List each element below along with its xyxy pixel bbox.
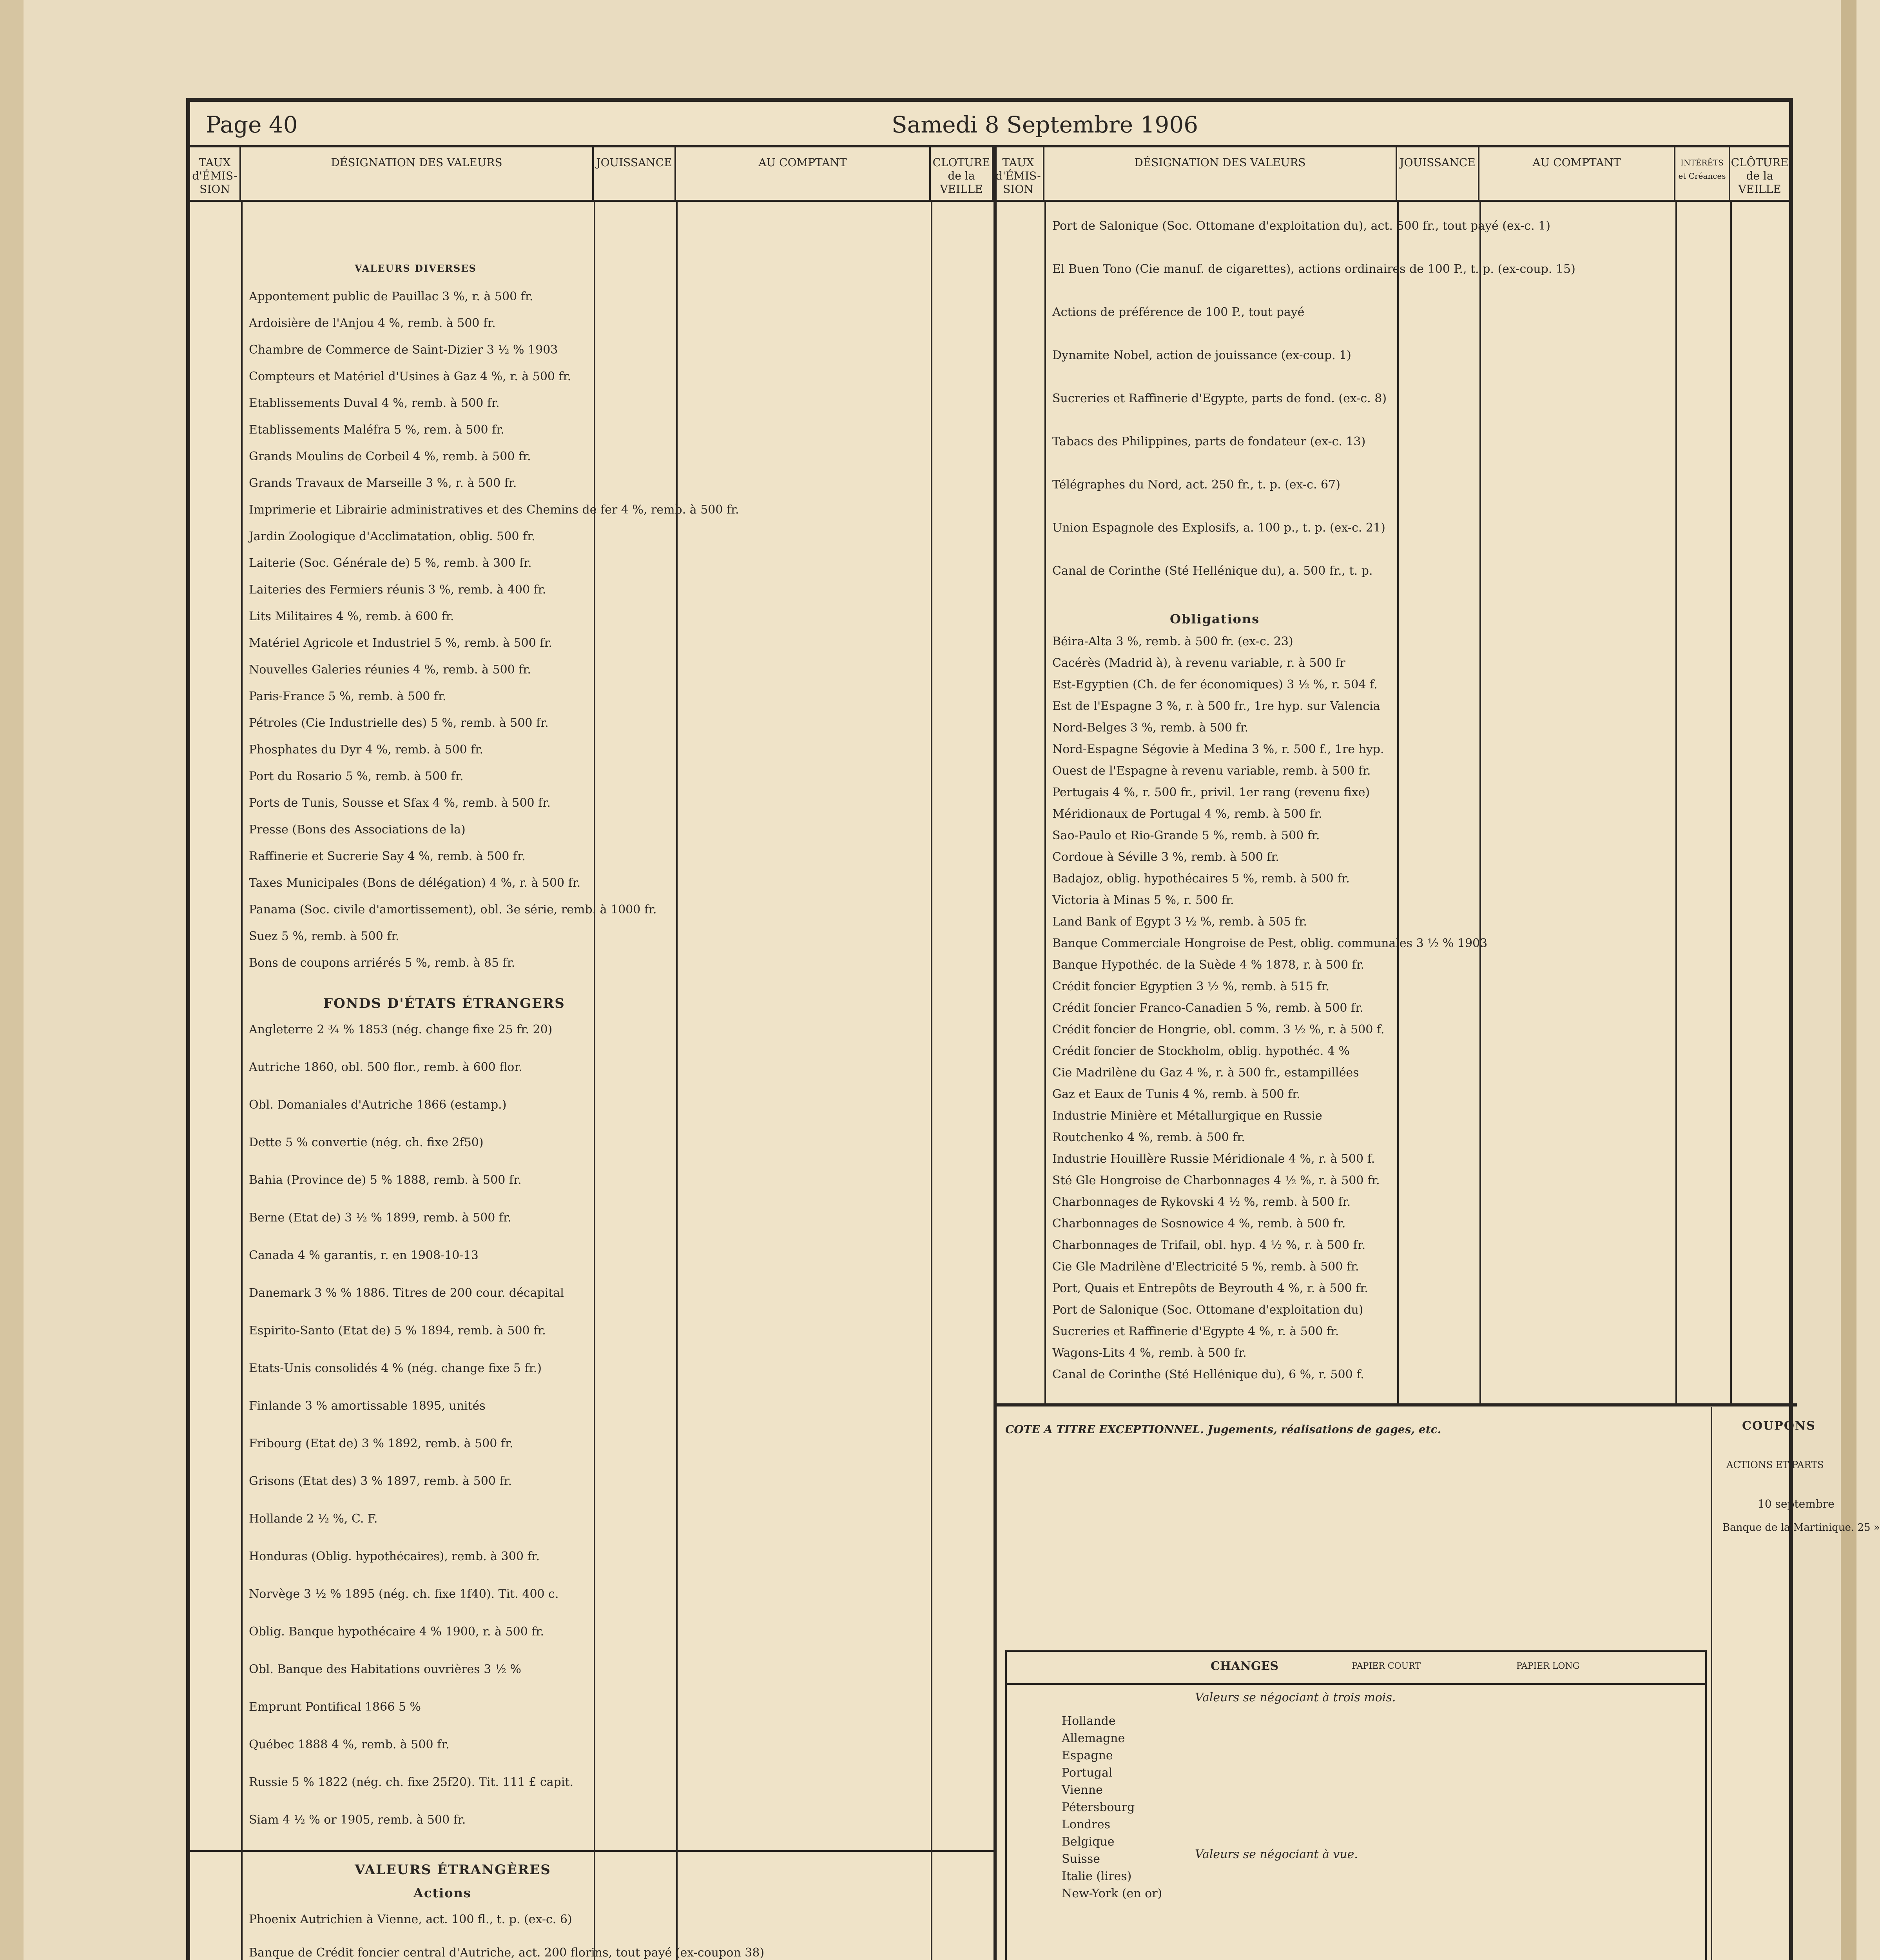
table-row: Banque Commerciale Hongroise de Pest, oblig. communales 3 ½ % 1903 xyxy=(1052,936,1488,950)
table-row: New-York (en or) xyxy=(1062,1887,1162,1900)
rule xyxy=(676,200,678,1960)
table-row: Etablissements Maléfra 5 %, rem. à 500 fr. xyxy=(249,423,504,437)
table-row: Obl. Domaniales d'Autriche 1866 (estamp.) xyxy=(249,1098,507,1112)
table-row: Port du Rosario 5 %, remb. à 500 fr. xyxy=(249,769,464,783)
table-row: Matériel Agricole et Industriel 5 %, remb. à 500 fr. xyxy=(249,636,553,650)
table-row: Jardin Zoologique d'Acclimatation, oblig. 500 fr. xyxy=(249,530,535,543)
table-row: Ports de Tunis, Sousse et Sfax 4 %, remb. à 500 fr. xyxy=(249,796,551,810)
table-row: Pétersbourg xyxy=(1062,1800,1135,1814)
section-valeurs-etrangeres: VALEURS ÉTRANGÈRES xyxy=(355,1862,551,1878)
table-row: Union Espagnole des Explosifs, a. 100 p., t. p. (ex-c. 21) xyxy=(1052,521,1385,535)
table-row: Crédit foncier de Hongrie, obl. comm. 3 ½ %, r. à 500 f. xyxy=(1052,1023,1385,1036)
table-row: Bons de coupons arriérés 5 %, remb. à 85 fr. xyxy=(249,956,515,970)
table-row: Berne (Etat de) 3 ½ % 1899, remb. à 500 fr. xyxy=(249,1211,511,1225)
section-valeurs-diverses: VALEURS DIVERSES xyxy=(355,263,477,274)
rule xyxy=(993,1403,1797,1406)
table-row: Phosphates du Dyr 4 %, remb. à 500 fr. xyxy=(249,743,483,757)
table-row: Sucreries et Raffinerie d'Egypte 4 %, r. à 500 fr. xyxy=(1052,1325,1339,1338)
table-row: Honduras (Oblig. hypothécaires), remb. à 300 fr. xyxy=(249,1550,540,1563)
section-obligations: Obligations xyxy=(1170,612,1260,626)
page-edge-left xyxy=(0,0,24,1960)
col-designation-right: DÉSIGNATION DES VALEURS xyxy=(1044,145,1397,200)
page-header xyxy=(190,102,1789,147)
table-row: Crédit foncier Franco-Canadien 5 %, remb. à 500 fr. xyxy=(1052,1001,1363,1015)
table-row: Land Bank of Egypt 3 ½ %, remb. à 505 fr. xyxy=(1052,915,1307,929)
table-row: Italie (lires) xyxy=(1062,1869,1132,1883)
table-row: Suisse xyxy=(1062,1852,1100,1866)
table-row: Norvège 3 ½ % 1895 (nég. ch. fixe 1f40). Tit. 400 c. xyxy=(249,1587,559,1601)
table-row: Panama (Soc. civile d'amortissement), obl. 3e série, remb. à 1000 fr. xyxy=(249,903,657,916)
table-row: Ouest de l'Espagne à revenu variable, remb. à 500 fr. xyxy=(1052,764,1371,778)
page-date: Samedi 8 Septembre 1906 xyxy=(892,111,1198,138)
exceptionnel-title: COTE A TITRE EXCEPTIONNEL. Jugements, réalisations de gages, etc. xyxy=(1005,1423,1441,1436)
rule xyxy=(1479,200,1481,1403)
table-row: Crédit foncier Egyptien 3 ½ %, remb. à 515 fr. xyxy=(1052,980,1330,993)
rule xyxy=(1044,200,1046,1403)
col-jouissance-left: JOUISSANCE xyxy=(594,145,676,200)
coupons-subtitle: ACTIONS ET PARTS xyxy=(1726,1459,1824,1470)
table-row: Charbonnages de Trifail, obl. hyp. 4 ½ %, r. à 500 fr. xyxy=(1052,1238,1366,1252)
coupons-date: 10 septembre xyxy=(1758,1497,1835,1510)
table-row: Emprunt Pontifical 1866 5 % xyxy=(249,1700,421,1714)
table-row: Wagons-Lits 4 %, remb. à 500 fr. xyxy=(1052,1346,1247,1360)
table-row: Presse (Bons des Associations de la) xyxy=(249,823,466,837)
table-row: Espirito-Santo (Etat de) 5 % 1894, remb. à 500 fr. xyxy=(249,1324,546,1338)
coupons-row: Banque de la Martinique. 25 » xyxy=(1722,1522,1880,1534)
rule xyxy=(594,200,595,1960)
table-row: Banque Hypothéc. de la Suède 4 % 1878, r. à 500 fr. xyxy=(1052,958,1365,972)
coupons-title: COUPONS xyxy=(1742,1419,1816,1433)
col-interets-right: INTÉRÊTS et Créances xyxy=(1675,145,1730,200)
table-row: Obl. Banque des Habitations ouvrières 3 ½ % xyxy=(249,1662,521,1676)
table-row: Espagne xyxy=(1062,1749,1113,1762)
table-row: Sté Gle Hongroise de Charbonnages 4 ½ %, r. à 500 fr. xyxy=(1052,1174,1380,1187)
table-row: Grands Travaux de Marseille 3 %, r. à 500 fr. xyxy=(249,476,517,490)
rule xyxy=(190,1850,993,1852)
table-row: El Buen Tono (Cie manuf. de cigarettes), actions ordinaires de 100 P., t. p. (ex-coup. 15) xyxy=(1052,262,1575,276)
changes-title: CHANGES xyxy=(1211,1659,1279,1673)
table-row: Banque de Crédit foncier central d'Autriche, act. 200 florins, tout payé (ex-coupon 38) xyxy=(249,1946,765,1960)
table-row: Lits Militaires 4 %, remb. à 600 fr. xyxy=(249,610,454,623)
table-row: Grands Moulins de Corbeil 4 %, remb. à 500 fr. xyxy=(249,450,531,463)
table-row: Suez 5 %, remb. à 500 fr. xyxy=(249,929,399,943)
section-actions: Actions xyxy=(413,1886,471,1900)
col-cloture-left: CLOTURE de la VEILLE xyxy=(931,145,993,200)
rule xyxy=(1007,1683,1705,1685)
table-row: Russie 5 % 1822 (nég. ch. fixe 25f20). Tit. 111 £ capit. xyxy=(249,1775,574,1789)
table-row: Canada 4 % garantis, r. en 1908-10-13 xyxy=(249,1249,479,1262)
table-row: Allemagne xyxy=(1062,1731,1125,1745)
table-row: Londres xyxy=(1062,1818,1110,1831)
rule xyxy=(1397,200,1399,1403)
table-row: Industrie Minière et Métallurgique en Russie xyxy=(1052,1109,1322,1123)
table-row: Grisons (Etat des) 3 % 1897, remb. à 500 fr. xyxy=(249,1474,512,1488)
trois-mois-caption: Valeurs se négociant à trois mois. xyxy=(1195,1691,1396,1704)
table-row: Etablissements Duval 4 %, remb. à 500 fr. xyxy=(249,396,500,410)
table-row: Industrie Houillère Russie Méridionale 4 %, r. à 500 f. xyxy=(1052,1152,1375,1166)
rule xyxy=(241,200,243,1960)
table-row: Taxes Municipales (Bons de délégation) 4 %, r. à 500 fr. xyxy=(249,876,581,890)
table-row: Routchenko 4 %, remb. à 500 fr. xyxy=(1052,1131,1245,1144)
papier-court: PAPIER COURT xyxy=(1352,1661,1421,1671)
col-jouissance-right: JOUISSANCE xyxy=(1397,145,1479,200)
table-row: Chambre de Commerce de Saint-Dizier 3 ½ % 1903 xyxy=(249,343,558,357)
table-row: Port de Salonique (Soc. Ottomane d'exploitation du), act. 500 fr., tout payé (ex-c. 1) xyxy=(1052,219,1550,233)
table-row: Hollande 2 ½ %, C. F. xyxy=(249,1512,378,1526)
table-row: Cie Madrilène du Gaz 4 %, r. à 500 fr., estampillées xyxy=(1052,1066,1359,1080)
table-row: Sucreries et Raffinerie d'Egypte, parts de fond. (ex-c. 8) xyxy=(1052,392,1387,405)
table-row: Nouvelles Galeries réunies 4 %, remb. à 500 fr. xyxy=(249,663,531,677)
table-row: Crédit foncier de Stockholm, oblig. hypothéc. 4 % xyxy=(1052,1044,1350,1058)
table-row: Pétroles (Cie Industrielle des) 5 %, remb. à 500 fr. xyxy=(249,716,549,730)
table-row: Portugal xyxy=(1062,1766,1113,1780)
rule xyxy=(993,145,997,1960)
table-row: Gaz et Eaux de Tunis 4 %, remb. à 500 fr. xyxy=(1052,1087,1300,1101)
table-row: Charbonnages de Sosnowice 4 %, remb. à 500 fr. xyxy=(1052,1217,1346,1230)
col-taux-left: TAUX d'ÉMIS-SION xyxy=(190,145,241,200)
table-row: Tabacs des Philippines, parts de fondateur (ex-c. 13) xyxy=(1052,435,1366,448)
papier-long: PAPIER LONG xyxy=(1516,1661,1580,1671)
table-row: Est de l'Espagne 3 %, r. à 500 fr., 1re hyp. sur Valencia xyxy=(1052,699,1380,713)
column-headers xyxy=(190,145,1789,202)
col-cloture-right: CLÔTURE de la VEILLE xyxy=(1731,156,1789,196)
rule xyxy=(1730,200,1732,1403)
table-row: Fribourg (Etat de) 3 % 1892, remb. à 500 fr. xyxy=(249,1437,513,1450)
table-row: Belgique xyxy=(1062,1835,1115,1849)
table-row: Finlande 3 % amortissable 1895, unités xyxy=(249,1399,486,1413)
table-row: Appontement public de Pauillac 3 %, r. à 500 fr. xyxy=(249,290,533,303)
table-row: Nord-Belges 3 %, remb. à 500 fr. xyxy=(1052,721,1249,735)
col-taux-right: TAUX d'ÉMIS-SION xyxy=(993,145,1044,200)
table-row: Méridionaux de Portugal 4 %, remb. à 500 fr. xyxy=(1052,807,1322,821)
page-edge-right xyxy=(1841,0,1856,1960)
table-row: Autriche 1860, obl. 500 flor., remb. à 600 flor. xyxy=(249,1060,522,1074)
table-row: Vienne xyxy=(1062,1783,1103,1797)
newspaper-page xyxy=(186,98,1880,1960)
section-fonds-etrangers: FONDS D'ÉTATS ÉTRANGERS xyxy=(323,996,565,1011)
table-row: Danemark 3 % % 1886. Titres de 200 cour. décapital xyxy=(249,1286,564,1300)
table-row: Pertugais 4 %, r. 500 fr., privil. 1er rang (revenu fixe) xyxy=(1052,786,1370,799)
table-row: Cacérès (Madrid à), à revenu variable, r. à 500 fr xyxy=(1052,656,1345,670)
table-row: Cordoue à Séville 3 %, remb. à 500 fr. xyxy=(1052,850,1279,864)
table-row: Oblig. Banque hypothécaire 4 % 1900, r. à 500 fr. xyxy=(249,1625,544,1639)
table-row: Etats-Unis consolidés 4 % (nég. change fixe 5 fr.) xyxy=(249,1361,542,1375)
page-number: Page 40 xyxy=(206,111,298,138)
table-row: Québec 1888 4 %, remb. à 500 fr. xyxy=(249,1738,450,1751)
table-row: Dynamite Nobel, action de jouissance (ex-coup. 1) xyxy=(1052,348,1351,362)
col-comptant-right: AU COMPTANT xyxy=(1479,145,1675,200)
table-row: Est-Egyptien (Ch. de fer économiques) 3 ½ %, r. 504 f. xyxy=(1052,678,1378,691)
table-row: Canal de Corinthe (Sté Hellénique du), 6 %, r. 500 f. xyxy=(1052,1368,1364,1381)
a-vue-caption: Valeurs se négociant à vue. xyxy=(1195,1847,1358,1861)
table-row: Siam 4 ½ % or 1905, remb. à 500 fr. xyxy=(249,1813,466,1827)
table-row: Angleterre 2 ¾ % 1853 (nég. change fixe 25 fr. 20) xyxy=(249,1023,553,1036)
table-row: Nord-Espagne Ségovie à Medina 3 %, r. 500 f., 1re hyp. xyxy=(1052,742,1384,756)
table-row: Dette 5 % convertie (nég. ch. fixe 2f50) xyxy=(249,1136,484,1149)
table-row: Bahia (Province de) 5 % 1888, remb. à 500 fr. xyxy=(249,1173,522,1187)
table-row: Charbonnages de Rykovski 4 ½ %, remb. à 500 fr. xyxy=(1052,1195,1351,1209)
table-row: Canal de Corinthe (Sté Hellénique du), a. 500 fr., t. p. xyxy=(1052,564,1373,578)
col-designation-left: DÉSIGNATION DES VALEURS xyxy=(241,145,594,200)
table-row: Badajoz, oblig. hypothécaires 5 %, remb. à 500 fr. xyxy=(1052,872,1350,886)
table-row: Raffinerie et Sucrerie Say 4 %, remb. à 500 fr. xyxy=(249,849,526,863)
table-row: Laiteries des Fermiers réunis 3 %, remb. à 400 fr. xyxy=(249,583,546,597)
table-row: Port de Salonique (Soc. Ottomane d'exploitation du) xyxy=(1052,1303,1363,1317)
table-row: Sao-Paulo et Rio-Grande 5 %, remb. à 500 fr. xyxy=(1052,829,1320,842)
table-row: Actions de préférence de 100 P., tout payé xyxy=(1052,305,1305,319)
table-row: Phoenix Autrichien à Vienne, act. 100 fl., t. p. (ex-c. 6) xyxy=(249,1913,572,1926)
table-row: Compteurs et Matériel d'Usines à Gaz 4 %, r. à 500 fr. xyxy=(249,370,571,383)
table-row: Ardoisière de l'Anjou 4 %, remb. à 500 fr. xyxy=(249,316,496,330)
table-row: Béira-Alta 3 %, remb. à 500 fr. (ex-c. 23) xyxy=(1052,635,1293,648)
rule xyxy=(931,200,932,1960)
table-row: Hollande xyxy=(1062,1714,1116,1728)
table-row: Paris-France 5 %, remb. à 500 fr. xyxy=(249,690,446,703)
rule xyxy=(1711,1407,1712,1960)
table-row: Imprimerie et Librairie administratives et des Chemins de fer 4 %, remb. à 500 fr. xyxy=(249,503,739,517)
table-row: Port, Quais et Entrepôts de Beyrouth 4 %, r. à 500 fr. xyxy=(1052,1281,1368,1295)
table-row: Laiterie (Soc. Générale de) 5 %, remb. à 300 fr. xyxy=(249,556,532,570)
table-row: Télégraphes du Nord, act. 250 fr., t. p. (ex-c. 67) xyxy=(1052,478,1340,492)
changes-table xyxy=(1005,1650,1707,1960)
col-comptant-left: AU COMPTANT xyxy=(676,145,931,200)
rule xyxy=(1675,200,1677,1403)
table-row: Victoria à Minas 5 %, r. 500 fr. xyxy=(1052,893,1234,907)
table-row: Cie Gle Madrilène d'Electricité 5 %, remb. à 500 fr. xyxy=(1052,1260,1359,1274)
